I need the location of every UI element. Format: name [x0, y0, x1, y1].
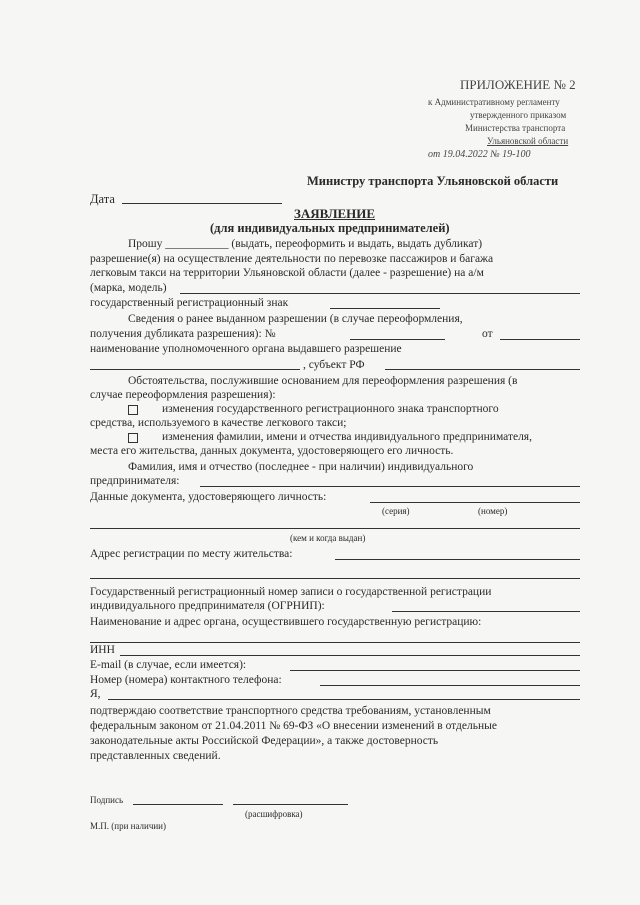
inn-label: ИНН [90, 644, 115, 656]
id-doc-field[interactable] [370, 502, 580, 503]
appendix-line-3: Министерства транспорта [465, 123, 566, 133]
stamp-label: М.П. (при наличии) [90, 821, 166, 831]
subject-rf-label: , субъект РФ [303, 359, 365, 371]
request-line-3: легковым такси на территории Ульяновской области (далее - разрешение) на а/м [90, 267, 484, 279]
appendix-line-2: утвержденного приказом [470, 110, 567, 120]
fio-line-1: Фамилия, имя и отчество (последнее - при наличии) индивидуального [128, 461, 474, 473]
id-doc-label: Данные документа, удостоверяющего личность: [90, 491, 327, 503]
date-field[interactable] [122, 203, 282, 204]
prev-permit-date-field[interactable] [500, 339, 580, 340]
inn-field[interactable] [120, 655, 580, 656]
declarant-label: Я, [90, 688, 101, 700]
prev-permit-from-label: от [482, 328, 493, 340]
confirm-line-2: федеральным законом от 21.04.2011 № 69-ФЗ «О внесении изменений в отдельные [90, 720, 497, 732]
signature-decode-caption: (расшифровка) [245, 809, 303, 819]
appendix-line-1: к Административному регламенту [428, 97, 560, 107]
fio-line-2: предпринимателя: [90, 475, 180, 487]
reg-org-label: Наименование и адрес органа, осуществившего государственную регистрацию: [90, 616, 482, 628]
signature-decode-field[interactable] [233, 804, 348, 805]
option-plate-change-line-1: изменения государственного регистрационного знака транспортного [162, 403, 499, 415]
id-number-caption: (номер) [478, 506, 508, 516]
issuing-authority-field[interactable] [90, 369, 300, 370]
addressee: Министру транспорта Ульяновской области [307, 174, 559, 188]
email-label: E-mail (в случае, если имеется): [90, 659, 247, 671]
address-field-1[interactable] [335, 559, 580, 560]
prev-permit-line-1: Сведения о ранее выданном разрешении (в случае переоформления, [128, 313, 463, 325]
confirm-line-4: представленных сведений. [90, 750, 221, 762]
form-subtitle: (для индивидуальных предпринимателей) [210, 221, 450, 235]
form-title: ЗАЯВЛЕНИЕ [294, 206, 376, 221]
reg-org-field[interactable] [90, 642, 580, 643]
appendix-line-4: Ульяновской области [487, 136, 569, 146]
id-issued-caption: (кем и когда выдан) [290, 533, 366, 543]
option-plate-change-checkbox[interactable] [128, 405, 138, 415]
request-line-2: разрешение(я) на осуществление деятельности по перевозке пассажиров и багажа [90, 253, 494, 265]
id-issued-field[interactable] [90, 528, 580, 529]
signature-label: Подпись [90, 795, 124, 805]
option-personal-data-checkbox[interactable] [128, 433, 138, 443]
prev-permit-number-field[interactable] [350, 339, 445, 340]
prev-permit-line-3: наименование уполномоченного органа выдавшего разрешение [90, 343, 402, 355]
date-label: Дата [90, 192, 115, 206]
appendix-title: ПРИЛОЖЕНИЕ № 2 [460, 77, 576, 92]
fio-field[interactable] [200, 486, 580, 487]
confirm-line-3: законодательные акты Российской Федерации», а также достоверность [90, 735, 439, 747]
signature-field[interactable] [133, 804, 223, 805]
prev-permit-line-2: получения дубликата разрешения): № [90, 328, 276, 340]
appendix-date-number: от 19.04.2022 № 19-100 [428, 149, 531, 160]
plate-label: государственный регистрационный знак [90, 297, 289, 309]
id-series-caption: (серия) [382, 506, 410, 516]
declarant-field[interactable] [108, 699, 580, 700]
grounds-line-2: случае переоформления разрешения): [90, 389, 276, 401]
ogrnip-line-1: Государственный регистрационный номер записи о государственной регистрации [90, 586, 492, 598]
subject-rf-field[interactable] [385, 369, 580, 370]
request-line-1: Прошу ___________ (выдать, переоформить и выдать, выдать дубликат) [128, 238, 483, 250]
option-personal-data-line-1: изменения фамилии, имени и отчества индивидуального предпринимателя, [162, 431, 532, 443]
car-model-label: (марка, модель) [90, 282, 167, 294]
car-model-field[interactable] [180, 293, 580, 294]
option-plate-change-line-2: средства, используемого в качестве легкового такси; [90, 417, 347, 429]
option-personal-data-line-2: места его жительства, данных документа, удостоверяющего его личность. [90, 445, 454, 457]
ogrnip-field[interactable] [392, 611, 580, 612]
phone-field[interactable] [320, 685, 580, 686]
address-field-2[interactable] [90, 578, 580, 579]
grounds-line-1: Обстоятельства, послужившие основанием для переоформления разрешения (в [128, 375, 518, 387]
address-label: Адрес регистрации по месту жительства: [90, 548, 293, 560]
ogrnip-line-2: индивидуального предпринимателя (ОГРНИП): [90, 600, 325, 612]
confirm-line-1: подтверждаю соответствие транспортного средства требованиям, установленным [90, 705, 491, 717]
plate-field[interactable] [330, 308, 440, 309]
phone-label: Номер (номера) контактного телефона: [90, 674, 282, 686]
email-field[interactable] [290, 670, 580, 671]
